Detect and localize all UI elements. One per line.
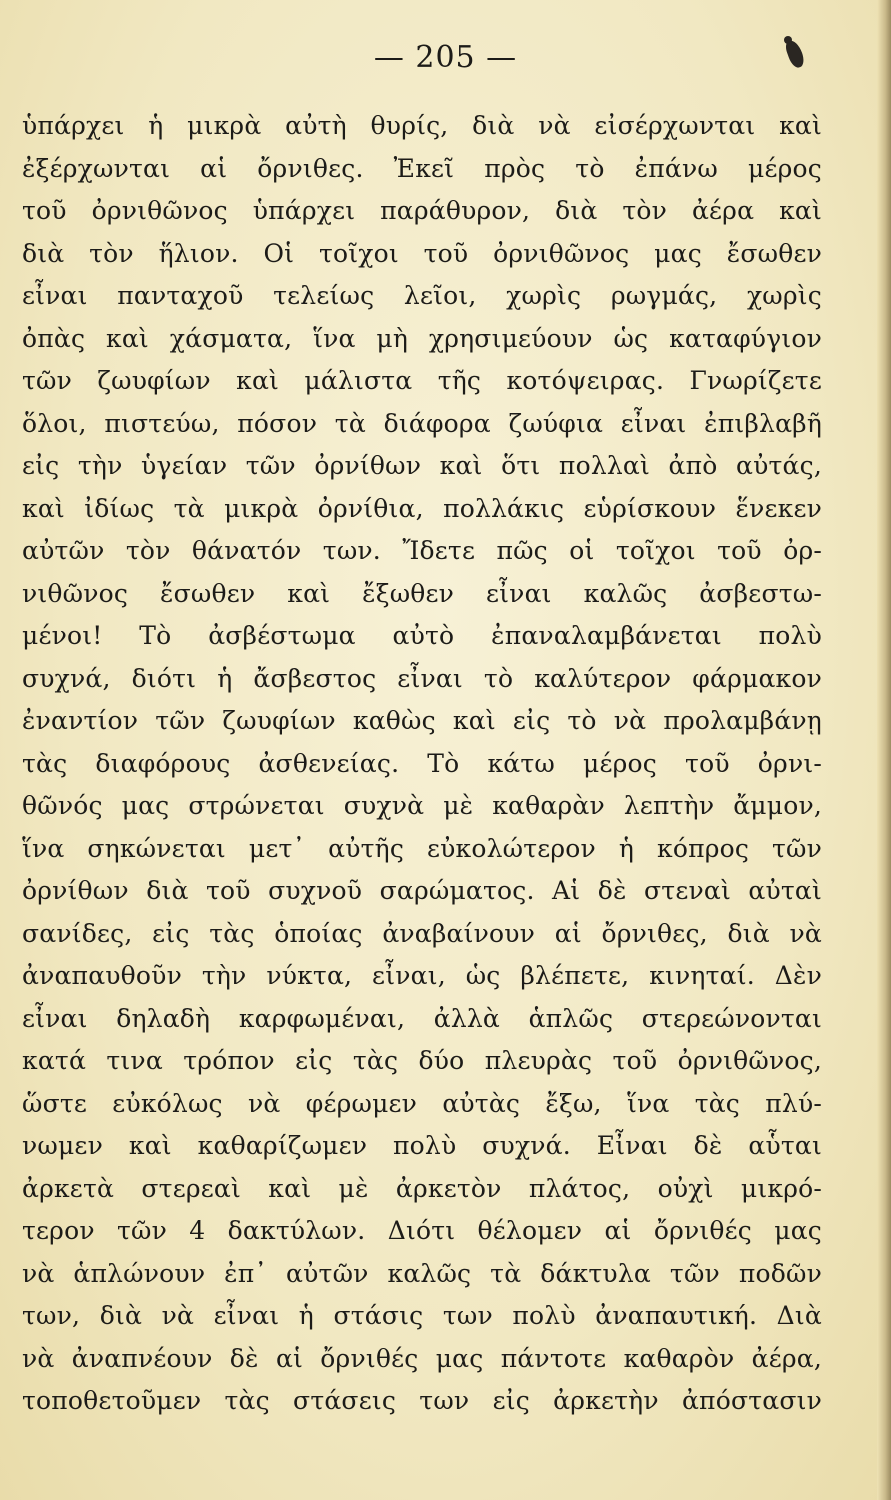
text-line: των, διὰ νὰ εἶναι ἡ στάσις των πολὺ ἀναπαυτική. Διὰ xyxy=(22,1301,822,1330)
text-line: ἀναπαυθοῦν τὴν νύκτα, εἶναι, ὡς βλέπετε, κινηταί. Δὲν xyxy=(22,961,822,990)
text-line: τοῦ ὀρνιθῶνος ὑπάρχει παράθυρον, διὰ τὸν ἀέρα καὶ xyxy=(22,196,822,225)
text-line: τῶν ζωυφίων καὶ μάλιστα τῆς κοτόψειρας. Γνωρίζετε xyxy=(22,366,822,395)
body-text xyxy=(22,105,822,1423)
text-line: ὀρνίθων διὰ τοῦ συχνοῦ σαρώματος. Αἱ δὲ στεναὶ αὐταὶ xyxy=(22,876,822,905)
text-line: θῶνός μας στρώνεται συχνὰ μὲ καθαρὰν λεπτὴν ἄμμον, xyxy=(22,791,822,820)
page-number: — 205 — xyxy=(373,40,518,75)
text-line: εἰς τὴν ὑγείαν τῶν ὀρνίθων καὶ ὅτι πολλαὶ ἀπὸ αὐτάς, xyxy=(22,451,822,480)
text-line: ὑπάρχει ἡ μικρὰ αὐτὴ θυρίς, διὰ νὰ εἰσέρχωνται καὶ xyxy=(22,111,822,140)
text-line: ὀπὰς καὶ χάσματα, ἵνα μὴ χρησιμεύουν ὡς καταφύγιον xyxy=(22,323,822,353)
text-line: καὶ ἰδίως τὰ μικρὰ ὀρνίθια, πολλάκις εὑρίσκουν ἕνεκεν xyxy=(22,493,822,523)
text-line: μένοι! Τὸ ἀσβέστωμα αὐτὸ ἐπαναλαμβάνεται πολὺ xyxy=(22,621,822,650)
text-line: ἀρκετὰ στερεαὶ καὶ μὲ ἀρκετὸν πλάτος, οὐχὶ μικρό- xyxy=(22,1173,822,1203)
text-line: εἶναι δηλαδὴ καρφωμέναι, ἀλλὰ ἁπλῶς στερεώνονται xyxy=(22,1003,822,1033)
text-line: συχνά, διότι ἡ ἄσβεστος εἶναι τὸ καλύτερον φάρμακον xyxy=(22,663,822,693)
text-line: ὅλοι, πιστεύω, πόσον τὰ διάφορα ζωύφια εἶναι ἐπιβλαβῆ xyxy=(22,408,822,438)
text-line: διὰ τὸν ἥλιον. Οἱ τοῖχοι τοῦ ὀρνιθῶνος μας ἔσωθεν xyxy=(22,238,822,268)
text-line: νωμεν καὶ καθαρίζωμεν πολὺ συχνά. Εἶναι δὲ αὗται xyxy=(22,1131,822,1160)
text-line: ὥστε εὐκόλως νὰ φέρωμεν αὐτὰς ἔξω, ἵνα τὰς πλύ- xyxy=(22,1088,822,1118)
text-line: σανίδες, εἰς τὰς ὁποίας ἀναβαίνουν αἱ ὄρνιθες, διὰ νὰ xyxy=(22,918,822,948)
text-line: τοποθετοῦμεν τὰς στάσεις των εἰς ἀρκετὴν ἀπόστασιν xyxy=(22,1386,822,1415)
text-line: τερον τῶν 4 δακτύλων. Διότι θέλομεν αἱ ὄρνιθές μας xyxy=(22,1216,822,1245)
text-line: κατά τινα τρόπον εἰς τὰς δύο πλευρὰς τοῦ ὀρνιθῶνος, xyxy=(22,1046,822,1075)
text-line: νὰ ἁπλώνουν ἐπ᾽ αὐτῶν καλῶς τὰ δάκτυλα τῶν ποδῶν xyxy=(22,1258,822,1288)
text-line: νὰ ἀναπνέουν δὲ αἱ ὄρνιθές μας πάντοτε καθαρὸν ἀέρα, xyxy=(22,1343,822,1373)
text-line: ἵνα σηκώνεται μετ᾽ αὐτῆς εὐκολώτερον ἡ κόπρος τῶν xyxy=(22,833,822,863)
text-line: ἐξέρχωνται αἱ ὄρνιθες. Ἐκεῖ πρὸς τὸ ἐπάνω μέρος xyxy=(22,153,822,183)
text-line: τὰς διαφόρους ἀσθενείας. Τὸ κάτω μέρος τοῦ ὀρνι- xyxy=(22,748,822,778)
text-line: νιθῶνος ἔσωθεν καὶ ἔξωθεν εἶναι καλῶς ἀσβεστω- xyxy=(22,578,822,608)
page-edge xyxy=(877,0,891,1500)
text-line: αὐτῶν τὸν θάνατόν των. Ἴδετε πῶς οἱ τοῖχοι τοῦ ὀρ- xyxy=(22,536,822,565)
text-line: εἶναι πανταχοῦ τελείως λεῖοι, χωρὶς ρωγμάς, χωρὶς xyxy=(22,281,822,310)
text-line: ἐναντίον τῶν ζωυφίων καθὼς καὶ εἰς τὸ νὰ προλαμβάνῃ xyxy=(22,706,822,735)
